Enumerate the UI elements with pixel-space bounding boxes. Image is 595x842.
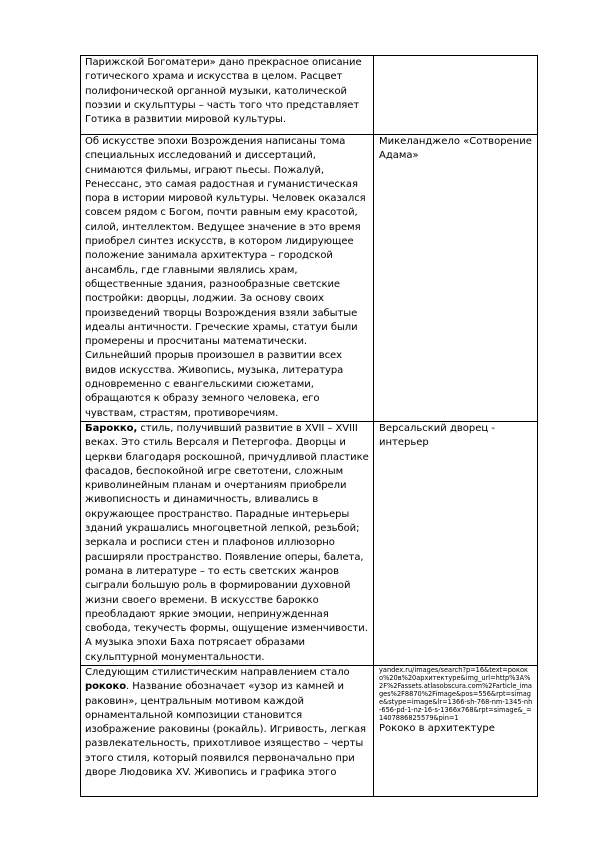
table-cell-text bbox=[81, 135, 374, 422]
gothic-paragraph: Парижской Богоматери» дано прекрасное описание готического храма и искусства в целом. Расцвет полифонической органной музыки, католической поэзии и скульптуры – часть того что представляет Готика в развитии мировой культуры. bbox=[85, 57, 362, 126]
table-row bbox=[81, 421, 538, 665]
content-table bbox=[80, 55, 538, 797]
table-cell-illustration bbox=[374, 56, 538, 135]
renaissance-paragraph: Об искусстве эпохи Возрождения написаны тома специальных исследований и диссертаций, снимаются фильмы, играют пьесы. Пожалуй, Ренессанс, это самая радостная и гуманистическая пора в истории мировой культуры. Человек оказался совсем рядом с Богом, почти равным ему красотой, силой, интеллектом. Ведущее значение в это время приобрел синтез искусств, в котором лидирующее положение занимала архитектура – городской ансамбль, где главными являлись храм, общественные здания, разнообразные светские постройки: дворцы, лоджии. За основу своих произведений творцы Возрождения взяли забытые идеалы античности. Греческие храмы, статуи были промерены и просчитаны математически. Сильнейший прорыв произошел в развитии всех видов искусства. Живопись, музыка, литература одновременно с евангельскими сюжетами, обращаются к образу земного человека, его чувствам, страстям, противоречиям. bbox=[85, 136, 366, 419]
image-source-link[interactable]: yandex.ru/images/search?p=16&text=рококо%20в%20архитектуре&img_url=http%3A%2F%2Fassets.atlasobscura.com%2Farticle_images%2F8870%2Fimage&pos=556&rpt=simage&stype=image&lr=1366-sh-768-nm-1345-nh-656-pd-1-nz-16-s-1366x768&rpt=simage&_=1407886825579&pin=1 bbox=[379, 665, 533, 722]
table-cell-illustration bbox=[374, 421, 538, 665]
table-cell-illustration bbox=[374, 665, 538, 796]
illustration-caption: Микеланджело «Сотворение Адама» bbox=[379, 136, 532, 162]
document-page bbox=[80, 55, 537, 797]
table-row bbox=[81, 665, 538, 796]
baroque-paragraph bbox=[85, 422, 370, 665]
rococo-term: рококо bbox=[85, 681, 127, 693]
illustration-caption: Рококо в архитектуре bbox=[379, 722, 495, 734]
table-row bbox=[81, 135, 538, 422]
table-row bbox=[81, 56, 538, 135]
table-cell-illustration bbox=[374, 135, 538, 422]
rococo-text: . Название обозначает «узор из камней и раковин», центральным мотивом каждой орнаментальной композиции становится изображение раковины (рокайль). Игривость, легкая развлекательность, прихотливое изящество – черты этого стиля, который появился первоначально при дворе Людовика XV. Живопись и графика этого bbox=[85, 681, 367, 779]
baroque-text: стиль, получивший развитие в XVII – XVIII веках. Это стиль Версаля и Петергофа. Дворцы и церкви благодаря роскошной, причудливой пластике фасадов, беспокойной игре светотени, сложным криволинейным планам и очертаниям приобрели живописность и динамичность, вливались в окружающее пространство. Парадные интерьеры зданий украшались многоцветной лепкой, резьбой; зеркала и росписи стен и плафонов иллюзорно расширяли пространство. Появление оперы, балета, романа в литературе – то есть светских жанров сыграли большую роль в формировании духовной жизни своего времени. В искусстве барокко преобладают яркие эмоции, непринужденная свобода, текучесть формы, ощущение изменчивости. А музыка эпохи Баха потрясает образами скульптурной монументальности. bbox=[85, 422, 369, 663]
rococo-paragraph bbox=[85, 666, 370, 780]
rococo-intro: Следующим стилистическим направлением стало bbox=[85, 666, 350, 678]
table-cell-text bbox=[81, 665, 374, 796]
illustration-caption: Версальский дворец - интерьер bbox=[379, 422, 496, 449]
table-cell-text bbox=[81, 56, 374, 135]
table-cell-text bbox=[81, 421, 374, 665]
baroque-term: Барокко, bbox=[85, 422, 138, 434]
